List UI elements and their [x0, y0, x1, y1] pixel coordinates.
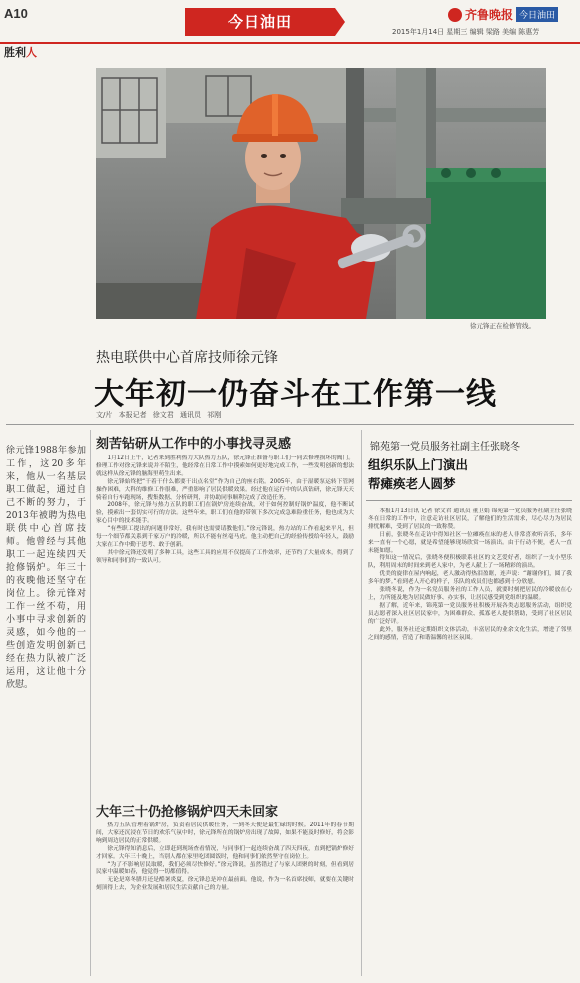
- side-article-rule: [366, 500, 572, 501]
- section-tag: [4, 44, 37, 60]
- section-1-body: [96, 455, 354, 798]
- headline-rule: [6, 424, 574, 425]
- page-number: A10: [4, 6, 28, 21]
- article-byline: 文/片 本报记者 徐文君 通讯员 祁刚: [96, 411, 222, 419]
- section-2-subhead: 大年三十仍抢修锅炉四天未回家: [96, 805, 279, 820]
- section-suffix: 人: [26, 46, 37, 59]
- section-1-paragraph: 1月12日上午，记者来到胜利热力大队热力五队，徐元锋正准备与职工们一同去修理损坏的阀门。修理工作对徐元锋来说并不陌生，他经常在日常工作中摸索如何更好地完成工作，一些发明创新的想法就这样从徐元锋的脑海里萌生出来。: [96, 455, 354, 477]
- sidebar-divider: [90, 430, 91, 976]
- side-article-paragraph: 此外，服务社还定期组织文体活动，丰富居民的业余文化生活，增进了邻里之间的感情，营造了和谐温馨的社区氛围。: [368, 626, 572, 641]
- section-banner: 今日油田: [185, 8, 335, 36]
- section-prefix: 胜利: [4, 46, 26, 59]
- banner-tail-shape: [335, 8, 345, 36]
- masthead-brand: [448, 6, 558, 23]
- page-header: [0, 0, 580, 46]
- side-article-paragraph: 据了解，近年来，锦苑第一党员服务社积极开展各类志愿服务活动，组织党员志愿者深入社区居民家中，为困难群众、孤寡老人提供帮助，受到了社区居民的广泛好评。: [368, 602, 572, 625]
- article-headline: 大年初一仍奋斗在工作第一线: [94, 377, 497, 412]
- section-1-paragraph: 2008年，徐元锋与热力五队的职工们在锅炉房连续奋战，对于如何控制好锅炉温度，他不断试验，摸索出一套切实可行的方法。这些年来，职工们在他的带领下多次完成急难险重任务，他也成为大家心目中的技术能手。: [96, 502, 354, 525]
- side-article-paragraph: 张晓冬说，作为一名党员服务社的工作人员，就要时刻把居民的冷暖放在心上，力所能及地为居民做好事、办实事，让居民感受到党组织的温暖。: [368, 587, 572, 601]
- side-article-paragraph: 优美的旋律在屋内响起，老人激动得热泪盈眶，连声说：“谢谢你们，圆了我多年的梦。”看到老人开心的样子，乐队的成员们也都感到十分欣慰。: [368, 571, 572, 586]
- brand-tag: 今日油田: [516, 7, 558, 22]
- article-photo: [96, 68, 546, 319]
- brand-logo-icon: [448, 8, 462, 22]
- side-article-paragraph: 日前，张晓冬在走访中得知社区一位瘫痪在床的老人非常喜欢听音乐，多年来一直有一个心愿，就是希望能够现场欣赏一场演出。由于行动不便，老人一直未能如愿。: [368, 531, 572, 554]
- section-2-body: [96, 822, 354, 976]
- photo-caption: 徐元锋正在检修管线。: [470, 322, 535, 330]
- sidebar-summary: 徐元锋1988年参加工作，这20多年来，他从一名基层职工做起，通过自己不断的努力，于2013年被聘为热电联供中心首席技师。他曾经与其他职工一起连续四天抢修锅炉。年三十的夜晚他还坚守在岗位上。徐元锋对工作一丝不苟，用小事中寻求创新的灵感，如今他的一些创造发明创新已经在热力队被广泛运用，这让他十分欣慰。: [6, 446, 86, 690]
- section-2-paragraph: “为了不影响居民取暖，我们必须尽快修好。”徐元锋说，虽然错过了与家人团聚的时刻，但看到居民家中温暖如春，他觉得一切都值得。: [96, 861, 354, 876]
- section-2-paragraph: 热力五队管理着锅炉房，负责着居民供暖任务，一到冬天便是最忙碌的时候。2011年的春节期间，大家还沉浸在节日的欢乐气氛中时，徐元锋所在的锅炉房出现了故障，如果不能及时修好，将会影响到周边居民的正常供暖。: [96, 822, 354, 844]
- side-article-kicker: 锦苑第一党员服务社副主任张晓冬: [370, 442, 520, 453]
- brand-name: 齐鲁晚报: [465, 8, 514, 22]
- section-1-paragraph: 其中徐元锋还发明了多种工具，这些工具的应用不仅提高了工作效率，还节约了大量成本，得到了领导和同事们的一致认可。: [96, 549, 354, 564]
- header-rule: [0, 42, 580, 44]
- side-article-title-line-2: 帮瘫痪老人圆梦: [368, 476, 456, 491]
- section-1-paragraph: 徐元锋始终把“干着干什么都要干出点名堂”作为自己的座右铭。2005年，由于湿暖泵运转下管网操作困难，大科的维修工作很难，严重影响了居民供暖效果。经过他在运行中的认真钻研，徐元锋天天骑着自行车跑现场，搜集数据、分析研判，并协助同事顺利完成了改造任务。: [96, 478, 354, 501]
- section-2-paragraph: 无论是寒冬腊月还是酷暑炎夏，徐元锋总是冲在最前面。他说，作为一名首席技师，就要在关键时刻顶得上去，为企业发展和居民生活贡献自己的力量。: [96, 877, 354, 892]
- dateline: 2015年1月14日 星期三 编辑 梁路 美编 陈惠芳: [392, 28, 540, 36]
- side-article-title-line-1: 组织乐队上门演出: [368, 457, 469, 472]
- side-article-paragraph: 得知这一情况后，张晓冬便积极联系社区的文艺爱好者，组织了一支小型乐队，利用周末的时间来到老人家中，为老人献上了一场精彩的演出。: [368, 555, 572, 570]
- section-1-paragraph: “有些职工提出的问题非常好，我有时也需要请教他们。”徐元锋说，热力站的工作看起来平凡，但每一个细节都关系到千家万户的冷暖，所以不能有丝毫马虎。他主动把自己的经验传授给年轻人，鼓励大家在工作中勤于思考、敢于创新。: [96, 526, 354, 548]
- right-column-divider: [361, 430, 362, 976]
- worker-photo-illustration: [96, 68, 546, 319]
- side-article-body: [368, 508, 572, 976]
- article-kicker: 热电联供中心首席技师徐元锋: [96, 350, 278, 366]
- section-2-paragraph: 徐元锋得知消息后，立即赶到现场查看情况，与同事们一起连续奋战了四天四夜，直到把锅炉修好才回家。大年三十晚上，当别人都在家里吃团圆饭时，他和同事们依然坚守在岗位上。: [96, 845, 354, 860]
- section-1-subhead: 刻苦钻研从工作中的小事找寻灵感: [96, 437, 292, 452]
- side-article-paragraph: 本报1月13日讯 记者 徐文君 通讯员 董卫娟 锦苑第一党员服务社副主任张晓冬在日常的工作中，注意走访社区居民，了解他们的生活需求，尽心尽力为居民排忧解难，受到了居民的一致称赞。: [368, 508, 572, 530]
